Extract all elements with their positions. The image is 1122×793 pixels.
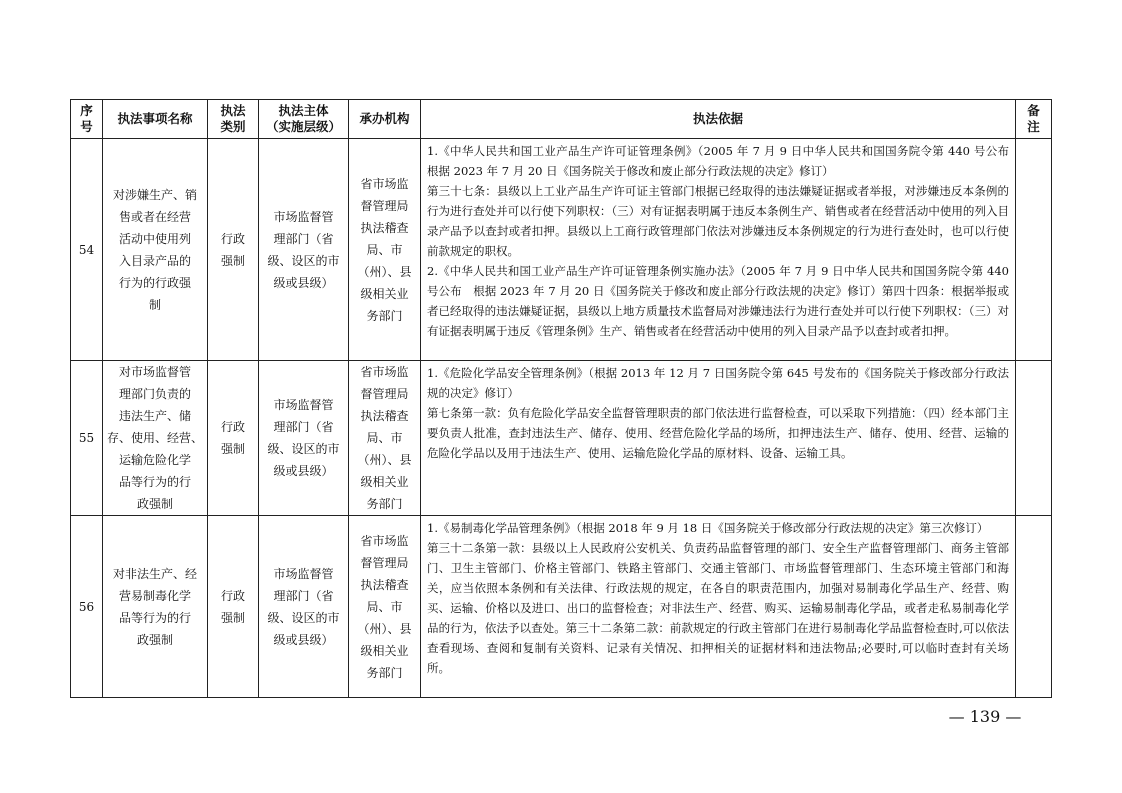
basis-paragraph: 1.《中华人民共和国工业产品生产许可证管理条例》（2005 年 7 月 9 日中华人民共和国国务院令第 440 号公布 根据 2023 年 7 月 20 日《国务院关于修改和废止部分行政法规的决定》修订） [427,144,1021,178]
basis-paragraph: 1.《危险化学品安全管理条例》（根据 2013 年 12 月 7 日国务院令第 645 号发布的《国务院关于修改部分行政法规的决定》修订） [427,366,1009,400]
table-row [71,361,1052,516]
header-agency: 承办机构 [349,100,421,139]
page-number: — 139 — [948,707,1022,726]
row-subject: 市场监督管 理部门（省 级、设区的市 级或县级） [267,398,340,478]
row-remarks [1016,361,1052,516]
row-seq: 56 [71,516,103,698]
header-remarks: 备 注 [1016,100,1052,139]
header-subject: 执法主体 （实施层级） [259,100,349,139]
basis-paragraph: 2.《中华人民共和国工业产品生产许可证管理条例实施办法》（2005 年 7 月 9 日中华人民共和国国务院令第 440 号公布 根据 2023 年 7 月 20 日《国务院关于修改和废止部分行政法规的决定》修订）第四十四条：根据举报或者已经取得的违法嫌疑证据，县级以上地方质量技术监督局对涉嫌违法行为进行查处并可以行使下列职权：（三）对有证据表明属于违反《管理条例》生产、销售或者在经营活动中使用的列入目录产品予以查封或者扣押。 [427,264,1009,338]
header-basis: 执法依据 [421,100,1016,139]
basis-paragraph: 1.《易制毒化学品管理条例》（根据 2018 年 9 月 18 日《国务院关于修改部分行政法规的决定》第三次修订） [427,521,989,535]
row-agency: 省市场监 督管理局 执法稽查 局、市 （州）、县 级相关业 务部门 [357,365,412,511]
basis-paragraph: 第三十七条：县级以上工业产品生产许可证主管部门根据已经取得的违法嫌疑证据或者举报，对涉嫌违反本条例的行为进行查处并可以行使下列职权：（三）对有证据表明属于违反本条例生产、销售或者在经营活动中使用的列入目录产品予以查封或者扣押。县级以上工商行政管理部门依法对涉嫌违反本条例规定的行为进行查处时，也可以行使前款规定的职权。 [427,184,1009,258]
row-seq: 54 [71,139,103,361]
enforcement-items-table [70,99,1052,698]
row-seq: 55 [71,361,103,516]
row-subject: 市场监督管 理部门（省 级、设区的市 级或县级） [267,209,340,290]
row-subject: 市场监督管 理部门（省 级、设区的市 级或县级） [267,566,340,647]
row-basis [421,516,1016,698]
row-category: 行政 强制 [220,420,245,456]
row-basis [421,139,1021,361]
row-remarks [1016,139,1052,361]
header-item-name: 执法事项名称 [103,100,208,139]
basis-paragraph: 第三十二条第一款：县级以上人民政府公安机关、负责药品监督管理的部门、安全生产监督管理部门、商务主管部门、卫生主管部门、价格主管部门、铁路主管部门、交通主管部门、市场监督管理部门、生态环境主管部门和海关，应当依照本条例和有关法律、行政法规的规定，在各自的职责范围内，加强对易制毒化学品生产、经营、购买、运输、价格以及进口、出口的监督检查；对非法生产、经营、购买、运输易制毒化学品，或者走私易制毒化学品的行为，依法予以查处。第三十二条第二款：前款规定的行政主管部门在进行易制毒化学品监督检查时,可以依法查看现场、查阅和复制有关资料、记录有关情况、扣押相关的证据材料和违法物品;必要时,可以临时查封有关场所。 [427,541,1009,675]
basis-paragraph: 第七条第一款：负有危险化学品安全监督管理职责的部门依法进行监督检查，可以采取下列措施：（四）经本部门主要负责人批准，查封违法生产、储存、使用、经营危险化学品的场所，扣押违法生产、储存、使用、经营、运输的危险化学品以及用于违法生产、使用、运输危险化学品的原材料、设备、运输工具。 [427,406,1009,460]
row-category: 行政 强制 [220,588,245,625]
row-agency: 省市场监 督管理局 执法稽查 局、市 （州）、县 级相关业 务部门 [357,533,412,680]
table-row [71,516,1052,698]
row-item-name: 对市场监督管 理部门负责的 违法生产、储 存、使用、经营、 运输危险化学 品等行为的行 政强制 [106,365,203,511]
header-seq: 序 号 [71,100,103,139]
row-category: 行政 强制 [220,231,245,268]
header-category: 执法 类别 [208,100,259,139]
row-basis [421,361,1016,516]
table-header-row [71,100,1052,139]
row-remarks [1016,516,1052,698]
table-row [71,139,1052,361]
row-agency: 省市场监 督管理局 执法稽查 局、市 （州）、县 级相关业 务部门 [357,176,412,323]
row-item-name: 对涉嫌生产、销 售或者在经营 活动中使用列 入目录产品的 行为的行政强 制 [112,187,197,312]
row-item-name: 对非法生产、经 营易制毒化学 品等行为的行 政强制 [112,566,197,647]
